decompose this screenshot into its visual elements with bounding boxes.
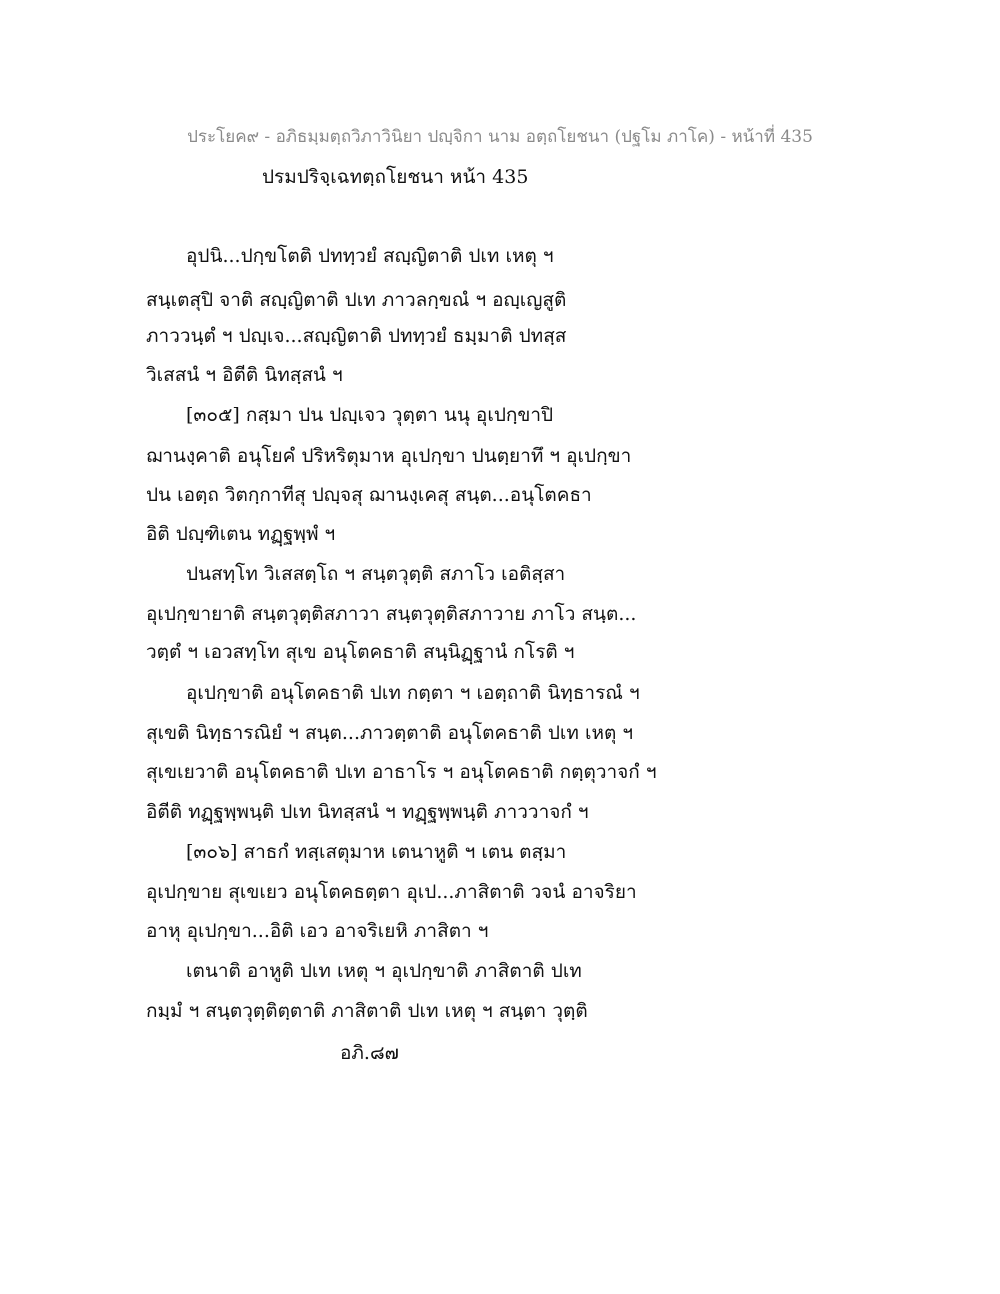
text-line: สุเขเยวาติ อนุโตคธาติ ปเท อาธาโร ฯ อนุโตคธาติ กตฺตุวาจกํ ฯ xyxy=(146,761,657,783)
text-line: ภาววนฺตํ ฯ ปญฺเจ...สญฺญิตาติ ปททฺวยํ ธมฺมาติ ปทสฺส xyxy=(146,325,567,347)
text-line: กมฺมํ ฯ สนฺตวุตฺติตฺตาติ ภาสิตาติ ปเท เหตุ ฯ สนฺตา วุตฺติ xyxy=(146,1000,588,1022)
text-line: อุเปกฺขาย สุเขเยว อนุโตคธตฺตา อุเป...ภาสิตาติ วจนํ อาจริยา xyxy=(146,881,637,903)
text-line: อุเปกฺขาติ อนุโตคธาติ ปเท กตฺตา ฯ เอตฺถาติ นิทฺธารณํ ฯ xyxy=(186,682,640,704)
text-line: อาหุ อุเปกฺขา...อิติ เอว อาจริเยหิ ภาสิตา ฯ xyxy=(146,920,489,942)
text-line: วตฺตํ ฯ เอวสทฺโท สุเข อนุโตคธาติ สนฺนิฏฺฐานํ กโรติ ฯ xyxy=(146,641,575,663)
text-line: [๓๐๕] กสฺมา ปน ปญฺเจว วุตฺตา นนุ อุเปกฺขาปิ xyxy=(186,404,554,426)
running-header: ประโยค๙ - อภิธมฺมตฺถวิภาวินิยา ปญฺจิกา นาม อตฺถโยชนา (ปฐโม ภาโค) - หน้าที่ 435 xyxy=(187,127,813,147)
text-line: วิเสสนํ ฯ อิตีติ นิทสฺสนํ ฯ xyxy=(146,364,343,386)
text-line: อุเปกฺขายาติ สนฺตวุตฺติสภาวา สนฺตวุตฺติสภาวาย ภาโว สนฺต... xyxy=(146,603,637,625)
text-line: อุปนิ...ปกฺขโตติ ปททฺวยํ สญฺญิตาติ ปเท เหตุ ฯ xyxy=(186,245,554,267)
text-line: เตนาติ อาหูติ ปเท เหตุ ฯ อุเปกฺขาติ ภาสิตาติ ปเท xyxy=(186,960,582,982)
text-line: ฌานงฺคาติ อนุโยคํ ปริหริตุมาห อุเปกฺขา ปนตฺยาทึ ฯ อุเปกฺขา xyxy=(146,445,632,467)
text-line: ปนสทฺโท วิเสสตฺโถ ฯ สนฺตวุตฺติ สภาโว เอติสฺสา xyxy=(186,563,566,585)
page-footer-code: อภิ.๘๗ xyxy=(340,1042,399,1064)
text-line: [๓๐๖] สาธกํ ทสฺเสตุมาห เตนาหูติ ฯ เตน ตสฺมา xyxy=(186,841,567,863)
chapter-title: ปรมปริจฺเฉทตฺถโยชนา หน้า 435 xyxy=(262,166,529,188)
text-line: ปน เอตฺถ วิตกฺกาทีสุ ปญฺจสุ ฌานงฺเคสุ สนฺต...อนุโตคธา xyxy=(146,484,592,506)
text-line: อิติ ปญฺฑิเตน ทฏฺฐพฺพํ ฯ xyxy=(146,523,336,545)
text-line: สุเขติ นิทฺธารณิยํ ฯ สนฺต...ภาวตฺตาติ อนุโตคธาติ ปเท เหตุ ฯ xyxy=(146,722,634,744)
text-line: อิตีติ ทฏฺฐพฺพนฺติ ปเท นิทสฺสนํ ฯ ทฏฺฐพฺพนฺติ ภาววาจกํ ฯ xyxy=(146,801,589,823)
text-line: สนฺเตสุปิ จาติ สญฺญิตาติ ปเท ภาวลกฺขณํ ฯ อญฺเญสูติ xyxy=(146,289,567,311)
